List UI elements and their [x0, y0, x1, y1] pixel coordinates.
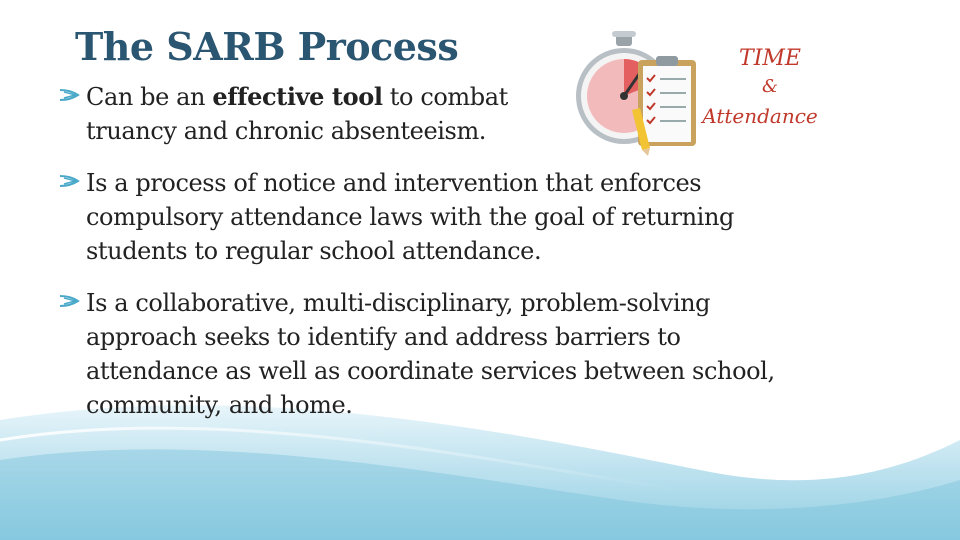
bullet-arrow-icon	[56, 81, 84, 109]
bullet-item	[56, 286, 786, 422]
slide-title: The SARB Process	[75, 24, 459, 69]
bullet2-text: Is a process of notice and intervention that enforces compulsory attendance laws with the goal of returning students to regular school attendance.	[86, 169, 734, 265]
logo-time: TIME	[739, 46, 801, 71]
bullet1-emphasis: effective tool	[212, 82, 383, 111]
bullet-item	[56, 80, 586, 148]
bullet-item	[56, 166, 746, 268]
bullet-arrow-icon	[56, 287, 84, 315]
bullet1-text-end: to combat truancy and chronic absenteeism.	[86, 83, 508, 145]
bullet3-text: Is a collaborative, multi-disciplinary, problem-solving approach seeks to identify and address barriers to attendance as well as coordinate services between school, community, and home.	[86, 289, 775, 419]
logo-attendance: Attendance	[702, 104, 818, 128]
bullet1-text-start: Can be an	[86, 83, 213, 111]
logo-ampersand: &	[761, 76, 779, 97]
bullet-list	[56, 80, 776, 422]
bullet-arrow-icon	[56, 167, 84, 195]
